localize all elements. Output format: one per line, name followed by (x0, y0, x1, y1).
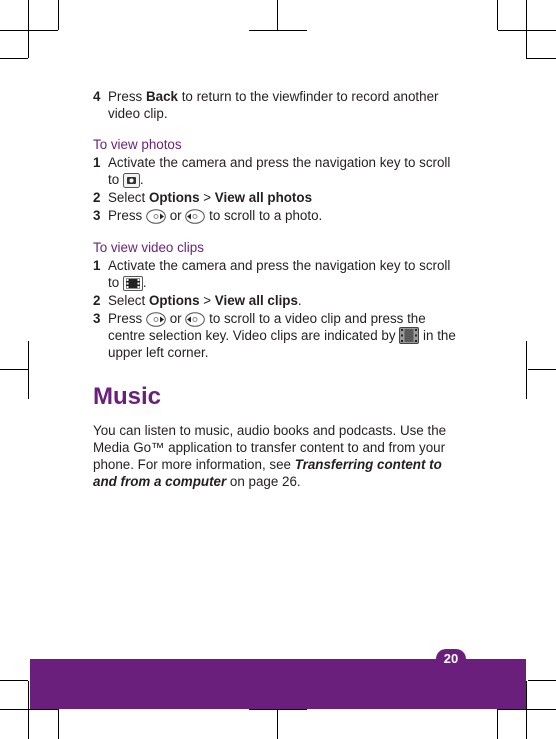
step-text: to return to the viewfinder to record another video clip. (108, 89, 439, 121)
photos-step-3 (93, 207, 465, 224)
page-number: 20 (436, 649, 466, 669)
step-text: to scroll to a video clip and press the centre selection key. Video clips are indicated by (108, 311, 426, 343)
video-icon (123, 276, 143, 291)
step-text: Press (108, 208, 143, 223)
step-text: Press (108, 89, 146, 104)
nav-left-icon (185, 209, 205, 224)
crop-mark (0, 30, 58, 31)
crop-mark (249, 709, 307, 710)
crop-mark (28, 0, 29, 58)
step-text: or (169, 208, 182, 223)
nav-left-icon (185, 312, 205, 327)
nav-right-icon (146, 312, 166, 327)
step-text: Press (108, 311, 143, 326)
step-number: 3 (93, 208, 101, 223)
step-text: Select (108, 190, 149, 205)
step-text: Activate the camera and press the navigation key to scroll to (108, 258, 451, 290)
step-text: . (142, 275, 147, 290)
video-clip-indicator-icon (399, 327, 419, 344)
paragraph-text: You can listen to music, audio books and podcasts. Use the Media Go™ application to transfer content to and from your phone. For more information, see (93, 423, 447, 472)
step-text: . (297, 293, 302, 308)
page-title: Music (93, 383, 162, 410)
crop-mark (526, 0, 527, 58)
camera-icon (123, 173, 140, 188)
crop-mark (497, 0, 498, 30)
crop-mark (497, 709, 498, 739)
step-4-record-another (93, 88, 465, 122)
view-all-clips-label: View all clips (214, 293, 298, 308)
crop-mark (28, 341, 29, 399)
page-content (93, 88, 465, 490)
crop-mark (58, 709, 59, 739)
step-number: 1 (93, 155, 101, 170)
section-heading-videos: To view video clips (93, 240, 204, 255)
music-paragraph (93, 422, 465, 490)
crop-mark (0, 709, 58, 710)
videos-step-2 (93, 292, 465, 309)
crop-mark (28, 681, 29, 739)
videos-step-3 (93, 310, 465, 361)
crop-mark (498, 709, 556, 710)
options-label: Options (148, 190, 200, 205)
videos-step-1 (93, 257, 465, 291)
nav-right-icon (146, 209, 166, 224)
step-text: . (139, 172, 144, 187)
menu-separator: > (199, 190, 215, 205)
crop-mark (528, 680, 556, 681)
step-text: to scroll to a photo. (209, 208, 323, 223)
crop-mark (249, 30, 307, 31)
crop-mark (498, 30, 556, 31)
photos-step-2 (93, 189, 465, 206)
crop-mark (526, 681, 527, 739)
crop-mark (526, 58, 556, 59)
crop-mark (0, 680, 28, 681)
step-number: 1 (93, 258, 101, 273)
crop-mark (528, 369, 556, 370)
crop-mark (526, 341, 527, 399)
crop-mark (277, 709, 278, 739)
menu-separator: > (199, 293, 215, 308)
cross-reference-link[interactable]: Transferring content to and from a computer (93, 457, 442, 489)
photos-step-1 (93, 154, 465, 188)
options-label: Options (148, 293, 200, 308)
section-heading-photos: To view photos (93, 137, 182, 152)
step-text: Activate the camera and press the navigation key to scroll to (108, 155, 451, 187)
view-all-photos-label: View all photos (214, 190, 313, 205)
crop-mark (0, 58, 28, 59)
crop-mark (0, 369, 28, 370)
step-number: 2 (93, 293, 101, 308)
crop-mark (58, 0, 59, 30)
step-number: 2 (93, 190, 101, 205)
paragraph-text: on page 26. (226, 474, 301, 489)
crop-mark (277, 0, 278, 30)
back-key-label: Back (145, 89, 178, 104)
step-number: 3 (93, 311, 101, 326)
step-text: or (169, 311, 182, 326)
step-text: in the upper left corner. (108, 328, 456, 360)
step-text: Select (108, 293, 149, 308)
step-number: 4 (93, 89, 101, 104)
